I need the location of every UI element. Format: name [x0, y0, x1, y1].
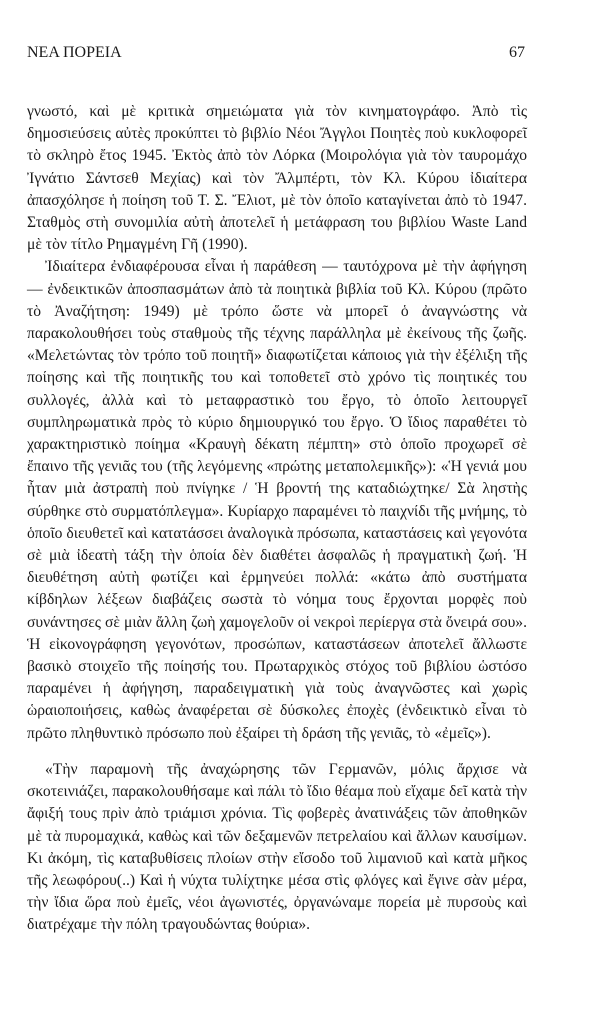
quoted-paragraph: «Τὴν παραμονὴ τῆς ἀναχώρησης τῶν Γερμανῶν, μόλις ἄρχισε νὰ σκοτεινιάζει, παρακολουθήσαμε καὶ πάλι τὸ ἴδιο θέαμα ποὺ εἴχαμε δεῖ κατὰ τὴν ἄφιξή τους πρὶν ἀπὸ τριάμισι χρόνια. Τὶς φοβερὲς ἀνατινάξεις τῶν ἀποθηκῶν μὲ τὰ πυρομαχικά, καθὼς καὶ τῶν δεξαμενῶν πετρελαίου καὶ ἄλλων καυσίμων. Κι ἀκόμη, τὶς καταβυθίσεις πλοίων στὴν εἴσοδο τοῦ λιμανιοῦ καὶ κατὰ μῆκος τῆς λεωφόρου(..) Καὶ ἡ νύχτα τυλίχτηκε μέσα στὶς φλόγες καὶ ἔγινε σὰν μέρα, τὴν ἴδια ὥρα ποὺ ἐμεῖς, νέοι ἀγωνιστές, ὀργανώναμε πορεία μὲ πυρσοὺς καὶ διατρέχαμε τὴν πόλη τραγουδώντας θούρια». [27, 760, 527, 934]
page-number: 67 [509, 44, 525, 61]
paragraph-1: γνωστό, καὶ μὲ κριτικὰ σημειώματα γιὰ τὸν κινηματογράφο. Ἀπὸ τὶς δημοσιεύσεις αὐτὲς προκύπτει τὸ βιβλίο Νέοι Ἄγγλοι Ποιητὲς ποὺ κυκλοφορεῖ τὸ σκληρὸ ἔτος 1945. Ἐκτὸς ἀπὸ τὸν Λόρκα (Μοιρολόγια γιὰ τὸν ταυρομάχο Ἰγνάτιο Σάντσεθ Μεχίας) καὶ τὸν Ἄλμπέρτι, τὸν Κλ. Κύρου ἰδιαίτερα ἀπασχόλησε ἡ ποίηση τοῦ Τ. Σ. Ἔλιοτ, μὲ τὸν ὁποῖο καταγίνεται ἀπὸ τὸ 1947. Σταθμὸς στὴ συνομιλία αὐτὴ ἀποτελεῖ ἡ μετάφραση του βιβλίου Waste Land μὲ τὸν τίτλο Ρημαγμένη Γῆ (1990). [27, 103, 527, 254]
body-text [27, 101, 527, 937]
running-title: ΝΕΑ ΠΟΡΕΙΑ [27, 44, 122, 61]
paragraph-2: Ἰδιαίτερα ἐνδιαφέρουσα εἶναι ἡ παράθεση — ταυτόχρονα μὲ τὴν ἀφήγηση — ἐνδεικτικῶν ἀποσπασμάτων ἀπὸ τὰ ποιητικὰ βιβλία τοῦ Κλ. Κύρου (πρῶτο τὸ Ἀναζήτηση: 1949) μὲ τρόπο ὥστε νὰ μπορεῖ ὁ ἀναγνώστης νὰ παρακολουθήσει τοὺς σταθμοὺς τῆς τέχνης παράλληλα μὲ ἐκείνους τῆς ζωῆς. «Μελετώντας τὸν τρόπο τοῦ ποιητῆ» διαφωτίζεται κάποιος γιὰ τὴν ἐξέλιξη τῆς ποίησης καὶ τῆς ποιητικῆς του καὶ τοποθετεῖ στὸ χρόνο τὶς ποιητικές του συλλογές, ἀλλὰ καὶ τὸ μεταφραστικὸ του ἔργο, τὸ ὁποῖο λειτουργεῖ συμπληρωματικὰ πρὸς τὸ κύριο δημιουργικό του ἔργο. Ὁ ἴδιος παραθέτει τὸ χαρακτηριστικὸ ποίημα «Κραυγὴ δέκατη πέμπτη» στὸ ὁποῖο προχωρεῖ σὲ ἔπαινο τῆς γενιᾶς του (τῆς λεγόμενης «πρώτης μεταπολεμικῆς»): «Ἡ γενιά μου ἦταν μιὰ ἀστραπὴ ποὺ πνίγηκε / Ἡ βροντή της καταδιώχτηκε/ Σὰ ληστὴς σύρθηκε στὸ συρματόπλεγμα». Κυρίαρχο παραμένει τὸ παιχνίδι τῆς μνήμης, τὸ ὁποῖο διευθετεῖ καὶ κατατάσσει ἀναλογικὰ πρόσωπα, καταστάσεις καὶ γεγονότα σὲ μιὰ ἰδεατὴ τάξη τὴν ὁποία δὲν διαθέτει ἀσφαλῶς ἡ πραγματικὴ ζωή. Ἡ διευθέτηση αὐτὴ φωτίζει καὶ ἑρμηνεύει πολλά: «κάτω ἀπὸ συστήματα κίβδηλων λέξεων διαβάζεις σωστὰ τὸ νόημα τους ἔρχονται μορφὲς ποὺ συνάντησες σὲ μιὰν ἄλλη ζωὴ χαμογελοῦν οἱ νεκροὶ περίεργα στὰ ὄνειρά σου». Ἡ εἰκονογράφηση γεγονότων, προσώπων, καταστάσεων ἀποτελεῖ ἄλλωστε βασικὸ στοιχεῖο τῆς ποίησής του. Πρωταρχικὸς στόχος τοῦ βιβλίου ὡστόσο παραμένει ἡ ἀφήγηση, παραδειγματικὴ γιὰ τοὺς ἀναγνῶστες καὶ χωρὶς ὡραιοποιήσεις, καθὼς ἀναφέρεται σὲ δύσκολες ἐποχὲς (ἐνδεικτικὸ εἶναι τὸ πρῶτο πληθυντικὸ πρόσωπο ποὺ ἐξαίρει τὴ δράση τῆς γενιᾶς, τὸ «ἐμεῖς»). [27, 258, 527, 742]
page-header [27, 44, 525, 62]
